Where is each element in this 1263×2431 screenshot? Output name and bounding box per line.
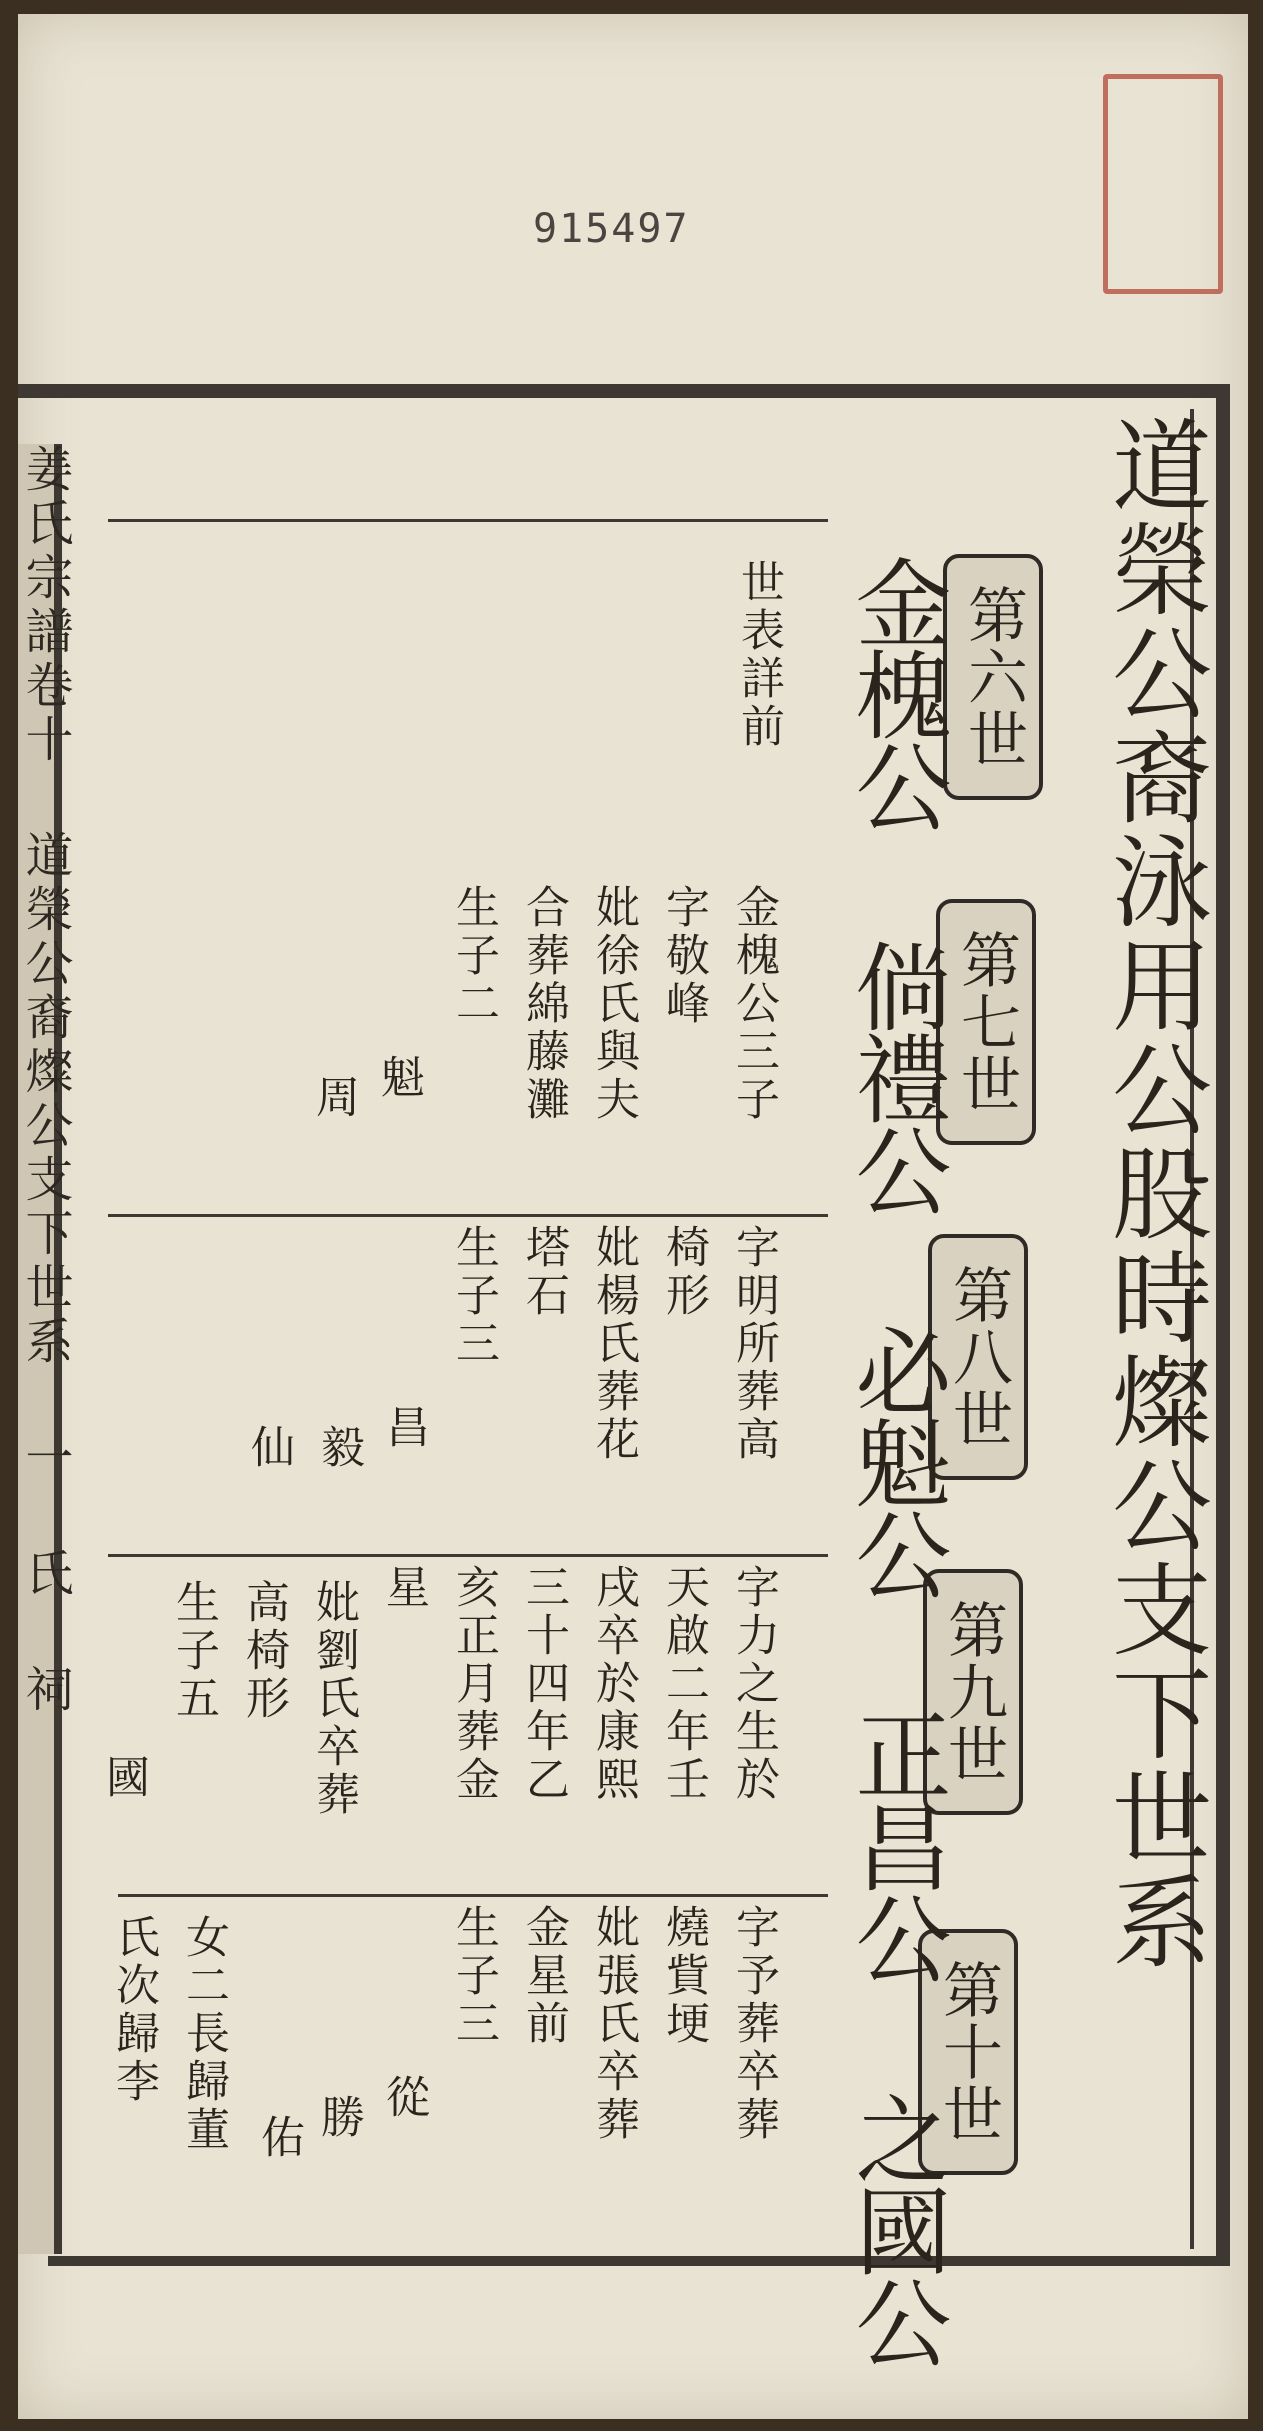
row-divider-3 bbox=[108, 1554, 828, 1557]
generation-label-10: 第十世 bbox=[918, 1929, 1018, 2175]
red-seal-stamp bbox=[1103, 74, 1223, 294]
entry-col: 生子二 bbox=[448, 884, 499, 1028]
entry-col: 戌卒於康熙 bbox=[588, 1564, 639, 1804]
page-title: 道榮公裔泳用公股時燦公支下世系 bbox=[1095, 414, 1212, 1974]
entry-col: 高椅形 bbox=[238, 1579, 289, 1723]
entry-col: 星 bbox=[378, 1564, 429, 1612]
entry-col: 椅形 bbox=[658, 1224, 709, 1320]
entry-col: 燒貲埂 bbox=[658, 1904, 709, 2048]
son-name: 勝 bbox=[313, 2094, 364, 2142]
entry-col: 妣張氏卒葬 bbox=[588, 1904, 639, 2144]
entry-col: 字明所葬高 bbox=[728, 1224, 779, 1464]
son-name: 魁 bbox=[373, 1054, 424, 1102]
frame-top-border bbox=[18, 384, 1230, 398]
son-name: 從 bbox=[378, 2074, 429, 2122]
frame-bottom-border bbox=[48, 2256, 1230, 2266]
entry-col: 合葬綿藤灘 bbox=[518, 884, 569, 1124]
cross-reference: 世表詳前 bbox=[733, 559, 784, 751]
entry-col: 金星前 bbox=[518, 1904, 569, 2048]
entry-col: 塔石 bbox=[518, 1224, 569, 1320]
son-name: 國 bbox=[98, 1754, 149, 1802]
entry-col: 生子三 bbox=[448, 1224, 499, 1368]
frame-right-border bbox=[1216, 384, 1230, 2264]
son-name: 昌 bbox=[378, 1404, 429, 1452]
entry-col: 氏次歸李 bbox=[108, 1914, 159, 2106]
generation-label-6: 第六世 bbox=[943, 554, 1043, 800]
generation-label-8: 第八世 bbox=[928, 1234, 1028, 1480]
entry-col: 字力之生於 bbox=[728, 1564, 779, 1804]
row-divider-2 bbox=[108, 1214, 828, 1217]
entry-col: 亥正月葬金 bbox=[448, 1564, 499, 1804]
serial-number: 915497 bbox=[533, 206, 690, 252]
spine-text: 姜氏宗譜卷十 道榮公裔燦公支下世系 一 氏 祠 bbox=[17, 444, 73, 1718]
document-page bbox=[18, 14, 1248, 2419]
generation-label-9: 第九世 bbox=[923, 1569, 1023, 1815]
generation-label-7: 第七世 bbox=[936, 899, 1036, 1145]
son-name: 毅 bbox=[313, 1424, 364, 1472]
row-divider-4 bbox=[118, 1894, 828, 1897]
entry-col: 字予葬卒葬 bbox=[728, 1904, 779, 2144]
entry-col: 三十四年乙 bbox=[518, 1564, 569, 1804]
entry-col: 天啟二年壬 bbox=[658, 1564, 709, 1804]
son-name: 佑 bbox=[253, 2114, 304, 2162]
entry-col: 妣劉氏卒葬 bbox=[308, 1579, 359, 1819]
entry-col: 妣楊氏葬花 bbox=[588, 1224, 639, 1464]
lineage-chain: 金槐公 倘禮公 必魁公 正昌公 之國公 bbox=[840, 554, 952, 2366]
entry-col: 生子三 bbox=[448, 1904, 499, 2048]
son-name: 周 bbox=[308, 1074, 359, 1122]
entry-col: 生子五 bbox=[168, 1579, 219, 1723]
son-name: 仙 bbox=[243, 1424, 294, 1472]
entry-col: 妣徐氏與夫 bbox=[588, 884, 639, 1124]
entry-col: 字敬峰 bbox=[658, 884, 709, 1028]
row-divider-1 bbox=[108, 519, 828, 522]
entry-col: 女二長歸董 bbox=[178, 1914, 229, 2154]
entry-col: 金槐公三子 bbox=[728, 884, 779, 1124]
